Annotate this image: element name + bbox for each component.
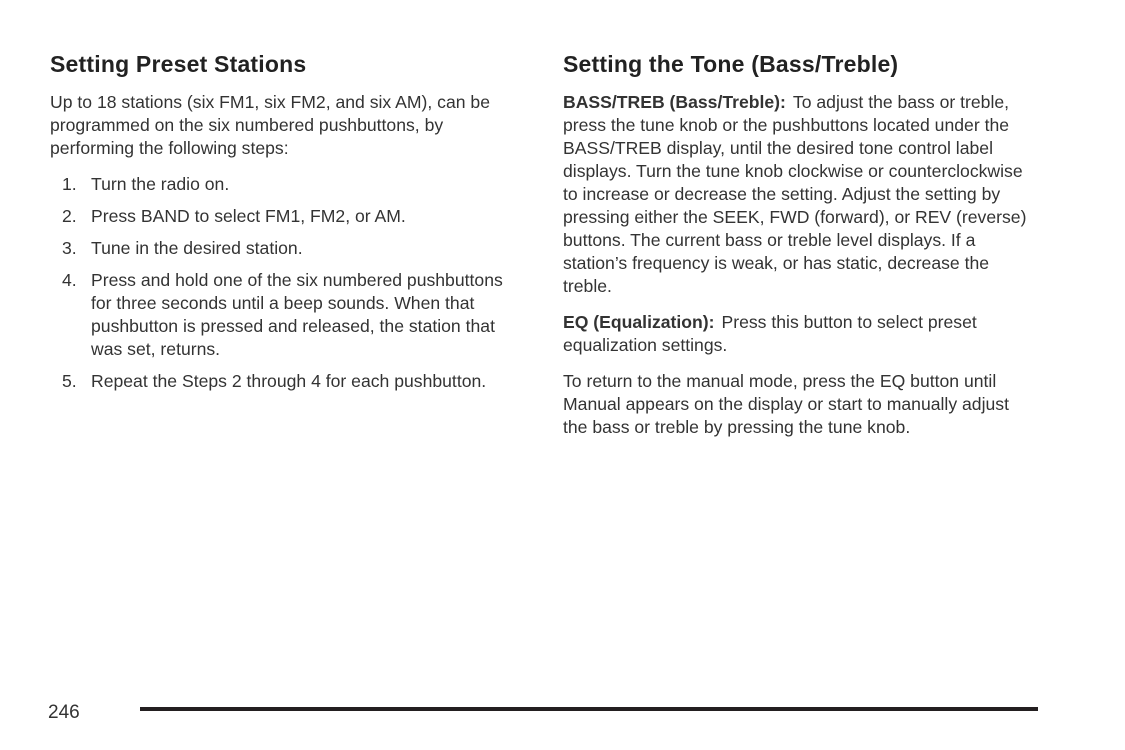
list-item: [62, 370, 512, 393]
list-item: [62, 269, 512, 361]
paragraph-text: To adjust the bass or treble, press the tune knob or the pushbuttons located under the BASS/TREB display, until the desired tone control label displays. Turn the tune knob clockwise or counterclockwise to increase or decrease the setting. Adjust the setting by pressing either the SEEK, FWD (forward), or REV (reverse) buttons. The current bass or treble level displays. If a station’s frequency is weak, or has static, decrease the treble.: [563, 92, 1027, 296]
paragraph-text: Press this button to select preset equalization settings.: [563, 312, 977, 355]
paragraph-lead-label: EQ (Equalization):: [563, 312, 715, 332]
paragraph-lead-label: BASS/TREB (Bass/Treble):: [563, 92, 786, 112]
step-number: 3.: [62, 238, 77, 258]
step-text: Repeat the Steps 2 through 4 for each pushbutton.: [91, 371, 487, 391]
preset-stations-intro: Up to 18 stations (six FM1, six FM2, and six AM), can be programmed on the six numbered pushbuttons, by performing the following steps:: [50, 92, 490, 158]
section-heading-setting-tone: Setting the Tone (Bass/Treble): [563, 51, 899, 77]
list-item: [62, 205, 512, 228]
right-column: [563, 50, 1037, 452]
section-heading-preset-stations: Setting Preset Stations: [50, 51, 307, 77]
list-item: [62, 237, 512, 260]
step-number: 1.: [62, 174, 77, 194]
step-number: 4.: [62, 270, 77, 290]
left-column: [50, 50, 512, 402]
step-text: Turn the radio on.: [91, 174, 230, 194]
manual-mode-paragraph: [563, 370, 1037, 439]
step-number: 2.: [62, 206, 77, 226]
step-number: 5.: [62, 371, 77, 391]
step-text: Tune in the desired station.: [91, 238, 303, 258]
page-number: 246: [48, 702, 80, 723]
paragraph-text: To return to the manual mode, press the EQ button until Manual appears on the display or start to manually adjust the bass or treble by pressing the tune knob.: [563, 371, 1009, 437]
eq-paragraph: [563, 311, 1037, 357]
preset-steps-list: [50, 173, 512, 393]
step-text: Press and hold one of the six numbered pushbuttons for three seconds until a beep sounds. When that pushbutton is pressed and released, the station that was set, returns.: [91, 270, 503, 359]
footer-rule: [140, 707, 1038, 711]
list-item: [62, 173, 512, 196]
bass-treb-paragraph: [563, 91, 1037, 298]
step-text: Press BAND to select FM1, FM2, or AM.: [91, 206, 406, 226]
